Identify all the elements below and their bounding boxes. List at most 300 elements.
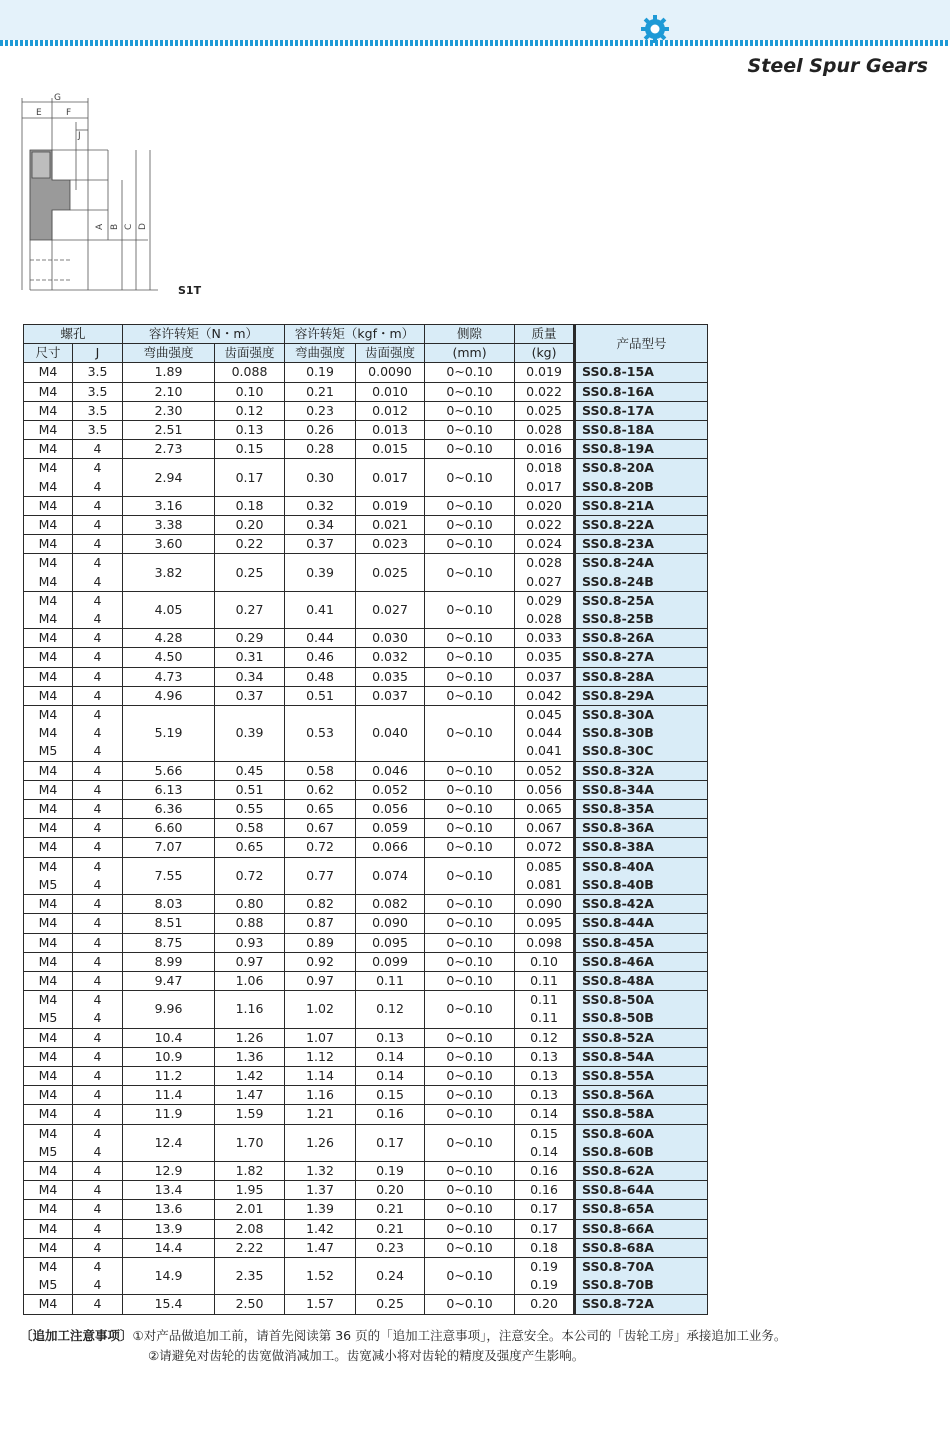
cell-bend-nm: 10.4 bbox=[123, 1028, 215, 1047]
cell-mass bbox=[515, 819, 575, 838]
cell-bend-kgf: 0.58 bbox=[285, 761, 356, 780]
cell-surface-kgf: 0.099 bbox=[356, 952, 425, 971]
cell-bend-kgf: 0.72 bbox=[285, 838, 356, 857]
cell-mass bbox=[515, 1238, 575, 1257]
cell-size-line: M4 bbox=[38, 402, 58, 418]
cell-model bbox=[575, 648, 708, 667]
cell-model-line: SS0.8-40A bbox=[582, 858, 654, 874]
cell-bend-nm: 13.9 bbox=[123, 1219, 215, 1238]
cell-surface-nm: 0.72 bbox=[215, 857, 285, 894]
cell-model bbox=[575, 895, 708, 914]
cell-backlash: 0~0.10 bbox=[425, 1238, 515, 1257]
cell-surface-nm: 2.08 bbox=[215, 1219, 285, 1238]
cell-model bbox=[575, 971, 708, 990]
cell-mass-line: 0.028 bbox=[526, 422, 562, 438]
cell-j-line: 4 bbox=[93, 896, 102, 912]
cell-surface-kgf: 0.12 bbox=[356, 991, 425, 1028]
svg-text:B: B bbox=[110, 223, 120, 230]
cell-bend-kgf: 0.97 bbox=[285, 971, 356, 990]
cell-bend-nm: 12.4 bbox=[123, 1124, 215, 1161]
cell-bend-kgf: 1.26 bbox=[285, 1124, 356, 1161]
cell-backlash: 0~0.10 bbox=[425, 667, 515, 686]
cell-mass bbox=[515, 1219, 575, 1238]
cell-mass-line: 0.020 bbox=[526, 497, 562, 513]
cell-mass bbox=[515, 1295, 575, 1314]
cell-j bbox=[73, 648, 123, 667]
table-row bbox=[24, 1181, 708, 1200]
cell-j bbox=[73, 895, 123, 914]
cell-surface-nm: 0.13 bbox=[215, 421, 285, 440]
cell-size-line: M4 bbox=[38, 762, 58, 778]
svg-text:D: D bbox=[138, 223, 148, 230]
cell-surface-nm: 0.58 bbox=[215, 819, 285, 838]
table-row bbox=[24, 459, 708, 496]
cell-j-line: 4 bbox=[93, 972, 102, 988]
cell-bend-nm: 2.73 bbox=[123, 440, 215, 459]
cell-surface-nm: 0.25 bbox=[215, 554, 285, 591]
table-row bbox=[24, 554, 708, 591]
cell-model-line: SS0.8-28A bbox=[582, 668, 654, 684]
cell-surface-kgf: 0.066 bbox=[356, 838, 425, 857]
cell-mass-line: 0.072 bbox=[526, 839, 562, 855]
cell-j bbox=[73, 421, 123, 440]
cell-bend-nm: 5.66 bbox=[123, 761, 215, 780]
cell-model-line: SS0.8-50A bbox=[582, 992, 654, 1008]
cell-j-line: 4 bbox=[93, 1048, 102, 1064]
header-surface-nm: 齿面强度 bbox=[215, 344, 285, 363]
svg-text:C: C bbox=[124, 223, 134, 230]
cell-mass-line: 0.028 bbox=[526, 611, 562, 627]
cell-surface-kgf: 0.052 bbox=[356, 780, 425, 799]
cell-size bbox=[24, 971, 73, 990]
cell-surface-kgf: 0.015 bbox=[356, 440, 425, 459]
svg-text:A: A bbox=[95, 223, 105, 230]
cell-surface-kgf: 0.023 bbox=[356, 535, 425, 554]
cell-mass-line: 0.041 bbox=[526, 743, 562, 759]
cell-surface-kgf: 0.025 bbox=[356, 554, 425, 591]
cell-size-line: M4 bbox=[38, 953, 58, 969]
cell-bend-nm: 4.05 bbox=[123, 591, 215, 628]
cell-bend-nm: 6.36 bbox=[123, 800, 215, 819]
cell-j bbox=[73, 401, 123, 420]
cell-mass-line: 0.17 bbox=[530, 1220, 558, 1236]
cell-j-line: 4 bbox=[93, 725, 102, 741]
cell-j bbox=[73, 800, 123, 819]
cell-size-line: M4 bbox=[38, 1048, 58, 1064]
cell-bend-kgf: 1.37 bbox=[285, 1181, 356, 1200]
cell-j bbox=[73, 459, 123, 496]
top-rule bbox=[0, 40, 950, 46]
cell-bend-nm: 14.4 bbox=[123, 1238, 215, 1257]
cell-model-line: SS0.8-40B bbox=[582, 876, 654, 892]
cell-j-line: 3.5 bbox=[87, 422, 108, 438]
cell-surface-nm: 0.34 bbox=[215, 667, 285, 686]
cell-mass-line: 0.035 bbox=[526, 649, 562, 665]
cell-j bbox=[73, 971, 123, 990]
cell-surface-kgf: 0.13 bbox=[356, 1028, 425, 1047]
cell-surface-nm: 1.47 bbox=[215, 1086, 285, 1105]
cell-j-line: 4 bbox=[93, 441, 102, 457]
cell-mass-line: 0.042 bbox=[526, 687, 562, 703]
page-title: Steel Spur Gears bbox=[747, 55, 928, 77]
cell-model bbox=[575, 780, 708, 799]
cell-backlash: 0~0.10 bbox=[425, 1295, 515, 1314]
cell-surface-kgf: 0.059 bbox=[356, 819, 425, 838]
cell-model-line: SS0.8-56A bbox=[582, 1087, 654, 1103]
cell-mass-line: 0.13 bbox=[530, 1048, 558, 1064]
cell-bend-kgf: 0.89 bbox=[285, 933, 356, 952]
table-row bbox=[24, 421, 708, 440]
cell-j bbox=[73, 1161, 123, 1180]
cell-mass-line: 0.029 bbox=[526, 592, 562, 608]
cell-model-line: SS0.8-24B bbox=[582, 573, 654, 589]
cell-backlash: 0~0.10 bbox=[425, 780, 515, 799]
cell-backlash: 0~0.10 bbox=[425, 1161, 515, 1180]
cell-j-line: 4 bbox=[93, 555, 102, 571]
cell-model-line: SS0.8-50B bbox=[582, 1010, 654, 1026]
cell-j-line: 4 bbox=[93, 801, 102, 817]
cell-bend-nm: 11.9 bbox=[123, 1105, 215, 1124]
cell-size-line: M4 bbox=[38, 364, 58, 380]
cell-model-line: SS0.8-60B bbox=[582, 1143, 654, 1159]
cell-mass-line: 0.15 bbox=[530, 1125, 558, 1141]
cell-model-line: SS0.8-68A bbox=[582, 1239, 654, 1255]
cell-mass-line: 0.20 bbox=[530, 1296, 558, 1312]
cell-backlash: 0~0.10 bbox=[425, 648, 515, 667]
cell-surface-kgf: 0.056 bbox=[356, 800, 425, 819]
cell-size bbox=[24, 1200, 73, 1219]
cell-size-line: M4 bbox=[38, 668, 58, 684]
cell-mass bbox=[515, 686, 575, 705]
table-row bbox=[24, 496, 708, 515]
cell-mass-line: 0.16 bbox=[530, 1182, 558, 1198]
cell-surface-nm: 1.82 bbox=[215, 1161, 285, 1180]
cell-backlash: 0~0.10 bbox=[425, 401, 515, 420]
cell-mass bbox=[515, 1200, 575, 1219]
table-row bbox=[24, 516, 708, 535]
cell-bend-kgf: 1.02 bbox=[285, 991, 356, 1028]
cell-j bbox=[73, 1028, 123, 1047]
cell-mass bbox=[515, 761, 575, 780]
cell-mass bbox=[515, 706, 575, 762]
table-row bbox=[24, 971, 708, 990]
cell-model-line: SS0.8-64A bbox=[582, 1182, 654, 1198]
cell-mass bbox=[515, 780, 575, 799]
cell-bend-kgf: 1.57 bbox=[285, 1295, 356, 1314]
cell-mass bbox=[515, 1161, 575, 1180]
cell-size-line: M4 bbox=[38, 1220, 58, 1236]
cell-size bbox=[24, 667, 73, 686]
cell-model bbox=[575, 991, 708, 1028]
cell-model-line: SS0.8-52A bbox=[582, 1029, 654, 1045]
cell-mass-line: 0.017 bbox=[526, 478, 562, 494]
svg-text:F: F bbox=[66, 108, 72, 118]
cell-j bbox=[73, 761, 123, 780]
table-row bbox=[24, 857, 708, 894]
cell-model bbox=[575, 857, 708, 894]
table-row bbox=[24, 1105, 708, 1124]
cell-model bbox=[575, 1161, 708, 1180]
header-backlash: 侧隙 bbox=[425, 325, 515, 344]
cell-surface-kgf: 0.21 bbox=[356, 1219, 425, 1238]
cell-size bbox=[24, 1295, 73, 1314]
cell-j-line: 4 bbox=[93, 460, 102, 476]
cell-bend-nm: 7.55 bbox=[123, 857, 215, 894]
cell-mass-line: 0.10 bbox=[530, 953, 558, 969]
cell-j-line: 4 bbox=[93, 630, 102, 646]
cell-bend-nm: 8.75 bbox=[123, 933, 215, 952]
cell-j-line: 4 bbox=[93, 1239, 102, 1255]
gear-icon bbox=[640, 14, 670, 44]
cell-j bbox=[73, 554, 123, 591]
cell-surface-nm: 0.18 bbox=[215, 496, 285, 515]
table-row bbox=[24, 382, 708, 401]
cell-bend-kgf: 0.32 bbox=[285, 496, 356, 515]
cell-size bbox=[24, 516, 73, 535]
cell-size bbox=[24, 895, 73, 914]
cell-j-line: 4 bbox=[93, 1296, 102, 1312]
cell-size bbox=[24, 1047, 73, 1066]
cell-j-line: 4 bbox=[93, 1067, 102, 1083]
notes bbox=[20, 1326, 786, 1366]
top-band bbox=[0, 0, 950, 40]
cell-bend-nm: 1.89 bbox=[123, 363, 215, 382]
cell-surface-nm: 0.51 bbox=[215, 780, 285, 799]
cell-model bbox=[575, 1066, 708, 1085]
cell-backlash: 0~0.10 bbox=[425, 1257, 515, 1294]
cell-j bbox=[73, 914, 123, 933]
cell-surface-kgf: 0.035 bbox=[356, 667, 425, 686]
cell-size-line: M4 bbox=[38, 992, 58, 1008]
cell-model bbox=[575, 554, 708, 591]
cell-size-line: M4 bbox=[38, 972, 58, 988]
cell-bend-kgf: 0.65 bbox=[285, 800, 356, 819]
cell-mass-line: 0.19 bbox=[530, 1277, 558, 1293]
cell-j-line: 4 bbox=[93, 1220, 102, 1236]
cell-surface-nm: 0.12 bbox=[215, 401, 285, 420]
cell-size bbox=[24, 440, 73, 459]
notes-line-1: ①对产品做追加工前，请首先阅读第 36 页的「追加工注意事项」，注意安全。本公司的「齿轮工房」承接追加工业务。 bbox=[132, 1328, 787, 1343]
cell-surface-kgf: 0.20 bbox=[356, 1181, 425, 1200]
cell-size bbox=[24, 991, 73, 1028]
cell-j bbox=[73, 1295, 123, 1314]
cell-backlash: 0~0.10 bbox=[425, 895, 515, 914]
cell-surface-nm: 2.50 bbox=[215, 1295, 285, 1314]
cell-size bbox=[24, 952, 73, 971]
cell-size-line: M4 bbox=[38, 441, 58, 457]
cell-j bbox=[73, 838, 123, 857]
cell-mass bbox=[515, 800, 575, 819]
cell-backlash: 0~0.10 bbox=[425, 382, 515, 401]
cell-size-line: M4 bbox=[38, 1067, 58, 1083]
cell-surface-nm: 0.65 bbox=[215, 838, 285, 857]
cell-model bbox=[575, 401, 708, 420]
cell-size bbox=[24, 591, 73, 628]
cell-surface-nm: 1.16 bbox=[215, 991, 285, 1028]
cell-bend-nm: 8.03 bbox=[123, 895, 215, 914]
cell-bend-nm: 14.9 bbox=[123, 1257, 215, 1294]
cell-j bbox=[73, 819, 123, 838]
cell-j bbox=[73, 686, 123, 705]
cell-model-line: SS0.8-38A bbox=[582, 839, 654, 855]
cell-j-line: 4 bbox=[93, 858, 102, 874]
cell-mass-line: 0.16 bbox=[530, 1162, 558, 1178]
cell-surface-nm: 0.088 bbox=[215, 363, 285, 382]
cell-surface-kgf: 0.019 bbox=[356, 496, 425, 515]
cell-backlash: 0~0.10 bbox=[425, 1028, 515, 1047]
cell-bend-nm: 13.6 bbox=[123, 1200, 215, 1219]
cell-mass-line: 0.19 bbox=[530, 1258, 558, 1274]
cell-j-line: 4 bbox=[93, 478, 102, 494]
cell-j bbox=[73, 535, 123, 554]
cell-size bbox=[24, 382, 73, 401]
header-model: 产品型号 bbox=[575, 325, 708, 363]
cell-surface-nm: 1.06 bbox=[215, 971, 285, 990]
cell-j-line: 4 bbox=[93, 1125, 102, 1141]
cell-surface-kgf: 0.030 bbox=[356, 629, 425, 648]
table-row bbox=[24, 914, 708, 933]
table-row bbox=[24, 648, 708, 667]
cell-surface-nm: 0.97 bbox=[215, 952, 285, 971]
cell-bend-kgf: 0.21 bbox=[285, 382, 356, 401]
cell-backlash: 0~0.10 bbox=[425, 1200, 515, 1219]
cell-bend-nm: 11.2 bbox=[123, 1066, 215, 1085]
cell-bend-kgf: 0.26 bbox=[285, 421, 356, 440]
cell-surface-kgf: 0.017 bbox=[356, 459, 425, 496]
cell-size bbox=[24, 421, 73, 440]
cell-surface-kgf: 0.14 bbox=[356, 1066, 425, 1085]
cell-model bbox=[575, 838, 708, 857]
header-bend-nm: 弯曲强度 bbox=[123, 344, 215, 363]
cell-size bbox=[24, 761, 73, 780]
table-row bbox=[24, 535, 708, 554]
cell-model bbox=[575, 1028, 708, 1047]
cell-model-line: SS0.8-70B bbox=[582, 1277, 654, 1293]
cell-bend-nm: 2.51 bbox=[123, 421, 215, 440]
cell-surface-nm: 2.01 bbox=[215, 1200, 285, 1219]
header-backlash-unit: (mm) bbox=[425, 344, 515, 363]
cell-size bbox=[24, 819, 73, 838]
table-row bbox=[24, 952, 708, 971]
cell-j bbox=[73, 496, 123, 515]
cell-j bbox=[73, 440, 123, 459]
cell-size bbox=[24, 1028, 73, 1047]
cell-size bbox=[24, 496, 73, 515]
cell-j bbox=[73, 952, 123, 971]
cell-j-line: 4 bbox=[93, 649, 102, 665]
cell-backlash: 0~0.10 bbox=[425, 857, 515, 894]
cell-j bbox=[73, 933, 123, 952]
cell-surface-kgf: 0.24 bbox=[356, 1257, 425, 1294]
cell-bend-nm: 3.38 bbox=[123, 516, 215, 535]
table-row bbox=[24, 1028, 708, 1047]
cell-surface-nm: 0.55 bbox=[215, 800, 285, 819]
cell-model bbox=[575, 629, 708, 648]
cell-bend-nm: 8.99 bbox=[123, 952, 215, 971]
cell-surface-kgf: 0.027 bbox=[356, 591, 425, 628]
cell-j bbox=[73, 1047, 123, 1066]
cell-size bbox=[24, 1181, 73, 1200]
cell-bend-kgf: 0.87 bbox=[285, 914, 356, 933]
cell-bend-kgf: 0.48 bbox=[285, 667, 356, 686]
cell-model-line: SS0.8-21A bbox=[582, 497, 654, 513]
cell-j-line: 4 bbox=[93, 915, 102, 931]
cell-j-line: 4 bbox=[93, 1182, 102, 1198]
cell-size-line: M4 bbox=[38, 1087, 58, 1103]
cell-size bbox=[24, 1161, 73, 1180]
notes-line-2: ②请避免对齿轮的齿宽做消减加工。齿宽减小将对齿轮的精度及强度产生影响。 bbox=[148, 1348, 585, 1363]
cell-surface-nm: 0.31 bbox=[215, 648, 285, 667]
cell-mass-line: 0.065 bbox=[526, 801, 562, 817]
cell-mass bbox=[515, 933, 575, 952]
cell-mass bbox=[515, 629, 575, 648]
cell-size-line: M4 bbox=[38, 1258, 58, 1274]
cell-model-line: SS0.8-25A bbox=[582, 592, 654, 608]
cell-surface-kgf: 0.032 bbox=[356, 648, 425, 667]
cell-backlash: 0~0.10 bbox=[425, 1066, 515, 1085]
cell-j bbox=[73, 516, 123, 535]
cell-bend-kgf: 0.92 bbox=[285, 952, 356, 971]
cell-mass bbox=[515, 857, 575, 894]
cell-size bbox=[24, 648, 73, 667]
cell-model bbox=[575, 1124, 708, 1161]
cell-j bbox=[73, 382, 123, 401]
cell-model-line: SS0.8-54A bbox=[582, 1048, 654, 1064]
cell-mass-line: 0.085 bbox=[526, 858, 562, 874]
cell-surface-nm: 0.22 bbox=[215, 535, 285, 554]
cell-model-line: SS0.8-22A bbox=[582, 517, 654, 533]
cell-size-line: M4 bbox=[38, 915, 58, 931]
cell-bend-nm: 10.9 bbox=[123, 1047, 215, 1066]
cell-mass-line: 0.024 bbox=[526, 536, 562, 552]
cell-mass bbox=[515, 421, 575, 440]
cell-mass bbox=[515, 1181, 575, 1200]
cell-bend-kgf: 0.67 bbox=[285, 819, 356, 838]
cell-size bbox=[24, 857, 73, 894]
cell-bend-nm: 2.94 bbox=[123, 459, 215, 496]
cell-j-line: 4 bbox=[93, 1087, 102, 1103]
cell-model-line: SS0.8-72A bbox=[582, 1296, 654, 1312]
cell-surface-kgf: 0.23 bbox=[356, 1238, 425, 1257]
cell-surface-nm: 0.17 bbox=[215, 459, 285, 496]
cell-surface-kgf: 0.090 bbox=[356, 914, 425, 933]
cell-j-line: 4 bbox=[93, 573, 102, 589]
cell-j-line: 4 bbox=[93, 762, 102, 778]
cell-mass-line: 0.027 bbox=[526, 573, 562, 589]
cell-bend-nm: 5.19 bbox=[123, 706, 215, 762]
cell-model-line: SS0.8-36A bbox=[582, 820, 654, 836]
cell-size-line: M4 bbox=[38, 497, 58, 513]
cell-mass bbox=[515, 648, 575, 667]
cell-size-line: M4 bbox=[38, 781, 58, 797]
cell-bend-kgf: 1.39 bbox=[285, 1200, 356, 1219]
cell-mass bbox=[515, 667, 575, 686]
cell-surface-nm: 2.35 bbox=[215, 1257, 285, 1294]
cell-model bbox=[575, 440, 708, 459]
table-row bbox=[24, 686, 708, 705]
cell-mass-line: 0.11 bbox=[530, 1010, 558, 1026]
cell-size-line: M4 bbox=[38, 820, 58, 836]
cell-surface-kgf: 0.013 bbox=[356, 421, 425, 440]
cell-j bbox=[73, 780, 123, 799]
cell-mass-line: 0.033 bbox=[526, 630, 562, 646]
cell-mass-line: 0.045 bbox=[526, 707, 562, 723]
cell-mass-line: 0.044 bbox=[526, 725, 562, 741]
cell-model-line: SS0.8-18A bbox=[582, 422, 654, 438]
cell-mass bbox=[515, 991, 575, 1028]
table-row bbox=[24, 1238, 708, 1257]
cell-backlash: 0~0.10 bbox=[425, 706, 515, 762]
